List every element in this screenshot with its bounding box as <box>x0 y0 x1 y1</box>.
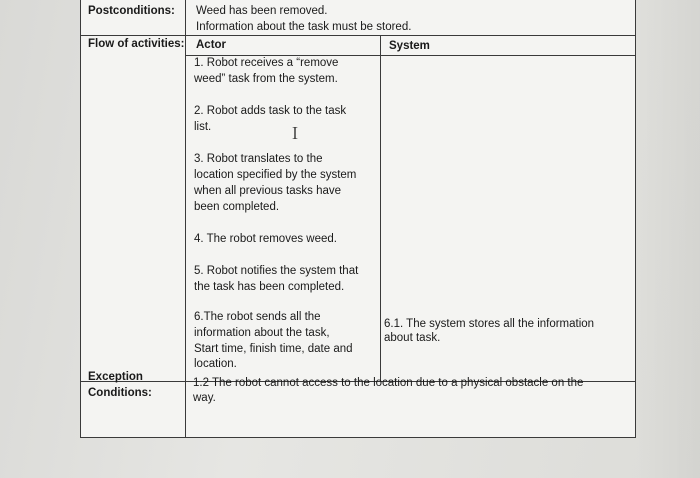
exception-label-line-1: Exception <box>88 371 143 383</box>
label-column-divider <box>185 0 186 438</box>
step-5-line-1: 5. Robot notifies the system that <box>194 265 359 277</box>
text-cursor-icon: Ｉ <box>287 124 304 143</box>
actor-column-header: Actor <box>196 39 227 51</box>
step-6-line-3: Start time, finish time, date and <box>194 343 353 355</box>
step-3-line-3: when all previous tasks have <box>194 185 342 197</box>
system-step-6-1-line-2: about task. <box>384 332 441 344</box>
step-6-line-1: 6.The robot sends all the <box>194 311 321 323</box>
step-2-line-2: list. <box>194 121 212 133</box>
step-3-line-2: location specified by the system <box>194 169 357 181</box>
step-2-line-1: 2. Robot adds task to the task <box>194 105 347 117</box>
step-1-line-1: 1. Robot receives a “remove <box>194 57 339 69</box>
table-bottom-border <box>80 437 636 438</box>
postcondition-line-1: Weed has been removed. <box>196 5 328 17</box>
step-6-line-4: location. <box>194 358 237 370</box>
exception-label-line-2: Conditions: <box>88 387 152 399</box>
exception-text-line-1: 1.2 The robot cannot access to the location due to a physical obstacle on the <box>193 377 584 389</box>
exception-text-line-2: way. <box>193 392 216 404</box>
page-shadow <box>636 0 700 478</box>
table-left-border <box>80 0 81 438</box>
system-column-header: System <box>389 40 430 52</box>
flow-of-activities-label: Flow of activities: <box>88 38 185 50</box>
system-step-6-1-line-1: 6.1. The system stores all the information <box>384 318 595 330</box>
step-4-line-1: 4. The robot removes weed. <box>194 233 337 245</box>
postcondition-line-2: Information about the task must be stored. <box>196 21 412 33</box>
postconditions-label: Postconditions: <box>88 5 175 17</box>
step-6-line-2: information about the task, <box>194 327 330 339</box>
step-1-line-2: weed” task from the system. <box>194 73 338 85</box>
step-5-line-2: the task has been completed. <box>194 281 345 293</box>
step-3-line-1: 3. Robot translates to the <box>194 153 323 165</box>
use-case-table <box>80 0 636 438</box>
step-3-line-4: been completed. <box>194 201 280 213</box>
actor-system-divider <box>380 35 381 382</box>
